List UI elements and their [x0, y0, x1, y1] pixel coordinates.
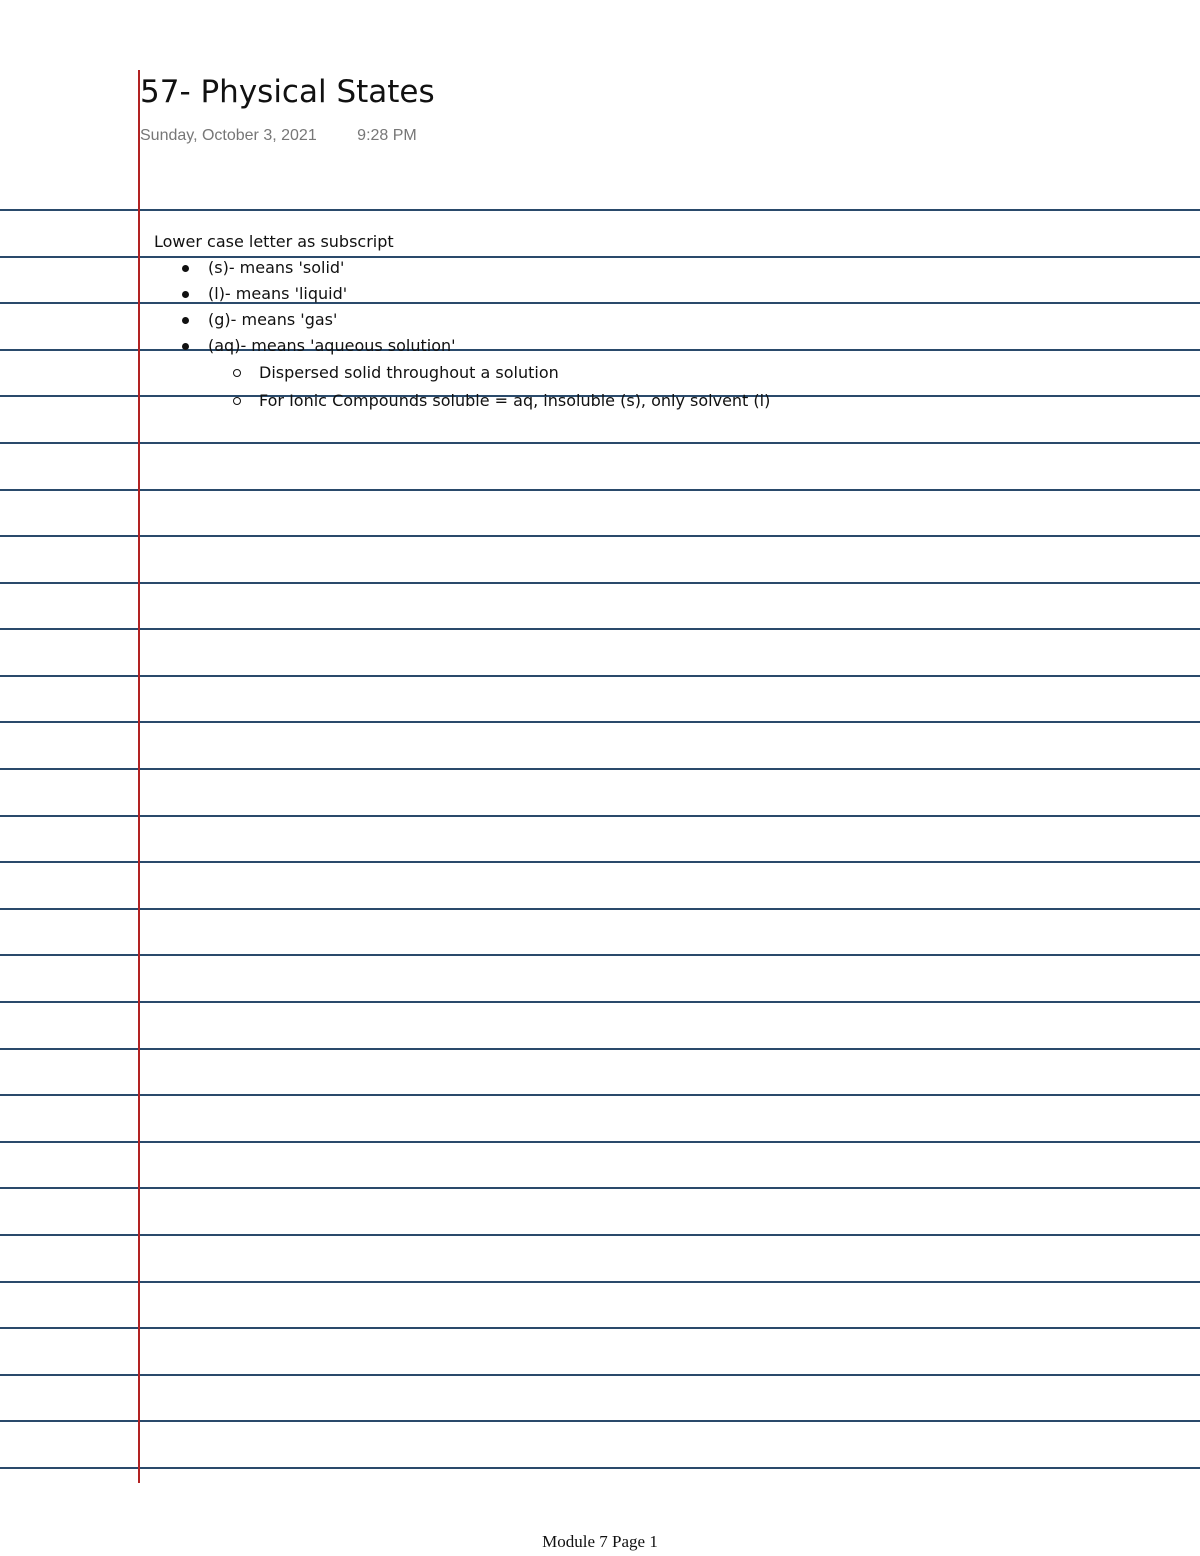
page-time: 9:28 PM	[357, 127, 417, 144]
sub-list-item-text: Dispersed solid throughout a solution	[259, 363, 559, 382]
page-title: 57- Physical States	[140, 74, 435, 110]
bullet-list	[154, 255, 770, 415]
rule-line	[0, 1327, 1200, 1329]
rule-line	[0, 1141, 1200, 1143]
list-item-text: (g)- means 'gas'	[208, 310, 338, 329]
hollow-bullet-icon	[233, 397, 241, 405]
rule-line	[0, 1094, 1200, 1096]
sub-list-item	[154, 387, 770, 415]
list-item-text: (s)- means 'solid'	[208, 258, 345, 277]
rule-line	[0, 535, 1200, 537]
rule-line	[0, 908, 1200, 910]
list-item	[154, 307, 770, 333]
sub-list-item	[154, 359, 770, 387]
rule-line	[0, 489, 1200, 491]
list-item	[154, 333, 770, 415]
list-item	[154, 281, 770, 307]
rule-line	[0, 209, 1200, 211]
sub-list-item-text: For Ionic Compounds soluble = aq, insoluble (s), only solvent (l)	[259, 391, 771, 410]
rule-line	[0, 442, 1200, 444]
bullet-icon	[182, 265, 189, 272]
rule-line	[0, 815, 1200, 817]
rule-line	[0, 1048, 1200, 1050]
rule-line	[0, 628, 1200, 630]
rule-line	[0, 582, 1200, 584]
sub-bullet-list	[208, 359, 770, 415]
rule-line	[0, 1001, 1200, 1003]
margin-line	[138, 70, 140, 1483]
list-item-text: (aq)- means 'aqueous solution'	[208, 336, 456, 355]
hollow-bullet-icon	[233, 369, 241, 377]
page-footer: Module 7 Page 1	[542, 1532, 658, 1551]
rule-line	[0, 1420, 1200, 1422]
rule-line	[0, 954, 1200, 956]
note-intro: Lower case letter as subscript	[154, 232, 394, 251]
bullet-icon	[182, 343, 189, 350]
note-content[interactable]	[154, 229, 770, 415]
rule-line	[0, 1187, 1200, 1189]
rule-line	[0, 1281, 1200, 1283]
rule-line	[0, 721, 1200, 723]
rule-line	[0, 768, 1200, 770]
list-item-text: (l)- means 'liquid'	[208, 284, 348, 303]
rule-line	[0, 1234, 1200, 1236]
rule-line	[0, 1467, 1200, 1469]
page-meta	[140, 127, 417, 145]
rule-line	[0, 861, 1200, 863]
rule-line	[0, 675, 1200, 677]
bullet-icon	[182, 291, 189, 298]
bullet-icon	[182, 317, 189, 324]
rule-line	[0, 1374, 1200, 1376]
list-item	[154, 255, 770, 281]
page-date: Sunday, October 3, 2021	[140, 127, 317, 144]
